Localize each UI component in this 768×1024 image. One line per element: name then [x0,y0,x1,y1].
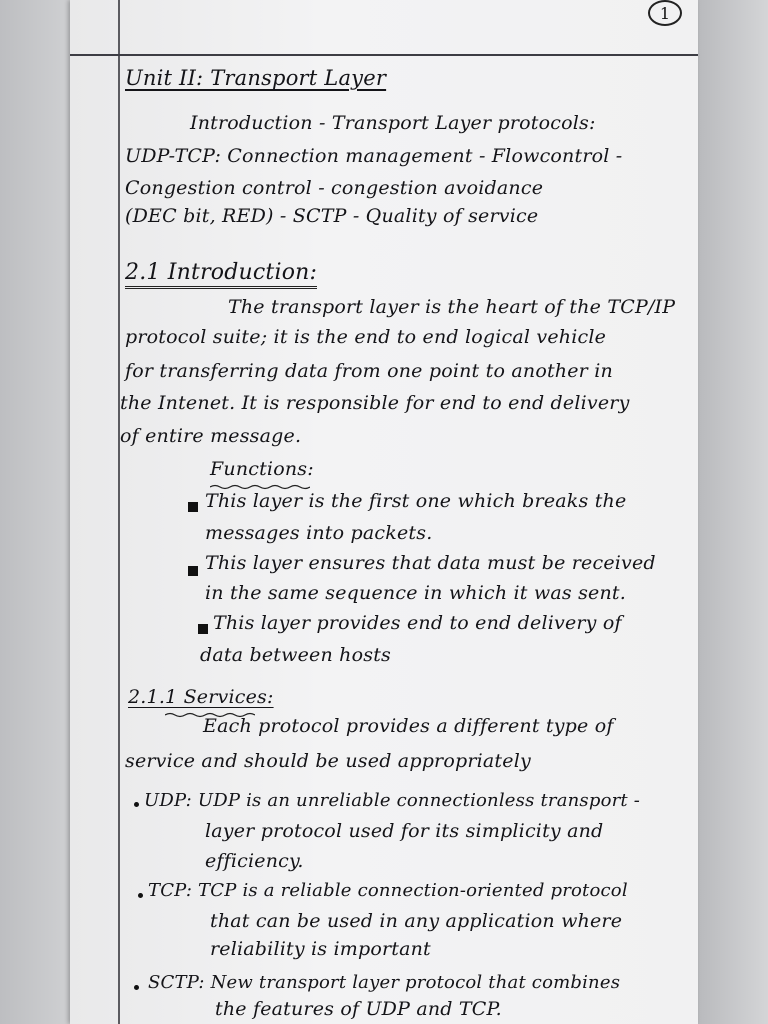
unit-heading: Unit II: Transport Layer [125,66,387,90]
top-rule [70,54,698,56]
intro-line: Each protocol provides a different type of [203,715,614,737]
service-item-line: reliability is important [210,938,431,960]
body-line: protocol suite; it is the end to end logical vehicle [125,326,607,348]
bullet-icon [188,502,198,512]
bullet-icon [134,802,139,807]
service-item-line: layer protocol used for its simplicity and [205,820,604,842]
bullet-icon [198,624,208,634]
body-line: of entire message. [120,425,302,447]
margin-line [118,0,120,1024]
syllabus-line: (DEC bit, RED) - SCTP - Quality of service [125,205,539,227]
function-item-line: This layer provides end to end delivery of [213,612,622,634]
service-item-line: TCP: TCP is a reliable connection-oriented protocol [148,880,628,901]
service-item-line: SCTP: New transport layer protocol that combines [148,972,621,993]
service-item-line: the features of UDP and TCP. [215,998,502,1020]
syllabus-line: Congestion control - congestion avoidance [125,177,544,199]
background-right [698,0,768,1024]
function-item-line: data between hosts [200,644,391,666]
functions-label: Functions: [210,458,314,480]
function-item-line: messages into packets. [205,522,433,544]
function-item-line: in the same sequence in which it was sent. [205,582,626,604]
service-item-line: that can be used in any application where [210,910,623,932]
section-heading: 2.1 Introduction: [125,260,317,289]
page-number-text: 1 [659,3,671,23]
function-item-line: This layer ensures that data must be received [205,552,656,574]
body-line: for transferring data from one point to another in [125,360,613,382]
page-number [648,0,682,26]
bullet-icon [138,893,143,898]
service-item-line: efficiency. [205,850,304,872]
subsection-heading: 2.1.1 Services: [128,686,274,708]
service-item-line: UDP: UDP is an unreliable connectionless transport - [144,790,641,811]
intro-line: service and should be used appropriately [125,750,531,772]
background-left [0,0,70,1024]
body-line: the Intenet. It is responsible for end to end delivery [120,392,630,414]
bullet-icon [188,566,198,576]
body-line: The transport layer is the heart of the TCP/IP [228,296,676,318]
function-item-line: This layer is the first one which breaks the [205,490,627,512]
bullet-icon [134,985,139,990]
syllabus-line: UDP-TCP: Connection management - Flowcontrol - [125,145,623,167]
notebook-page [70,0,698,1024]
syllabus-line: Introduction - Transport Layer protocols: [190,112,596,134]
